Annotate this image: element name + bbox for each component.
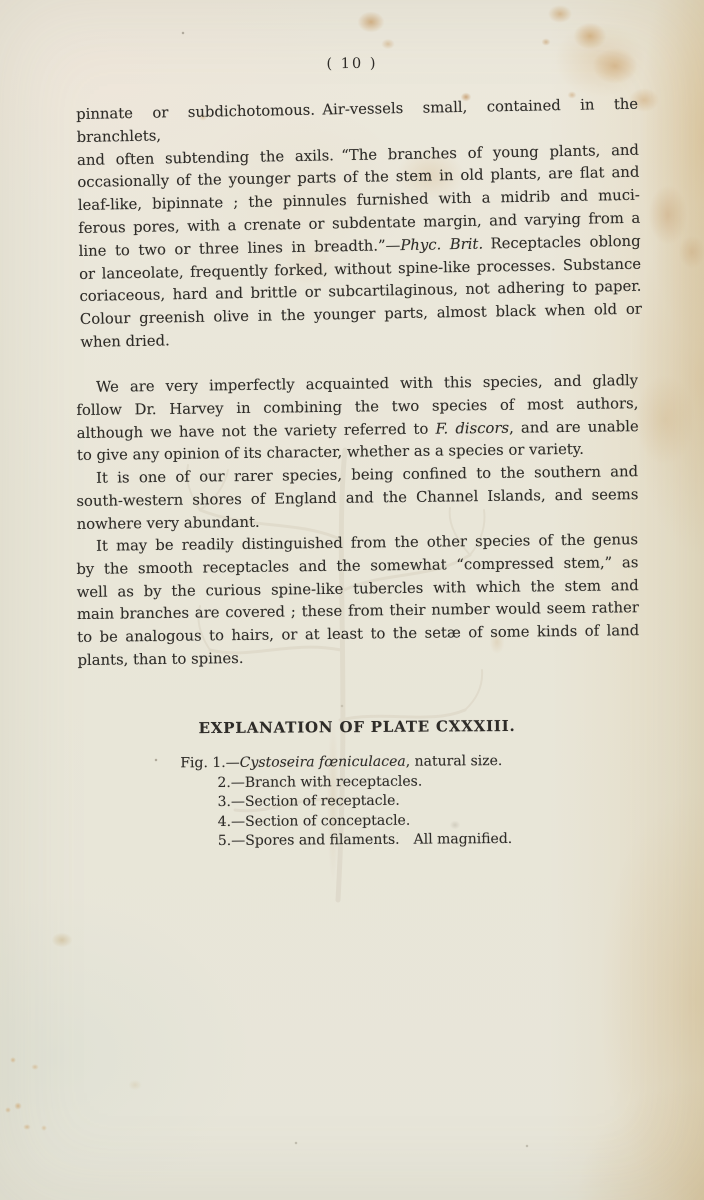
text-run: by the smooth receptacles and the somewhat “compressed stem,” as xyxy=(76,554,639,579)
text-run: , natural size. xyxy=(405,753,503,770)
text-run: 2.—Branch with receptacles. xyxy=(217,773,423,791)
page-number: ( 10 ) xyxy=(326,55,378,73)
paragraph xyxy=(76,461,639,536)
text-run: coriaceous, hard and brittle or subcartilaginous, not adhering to paper. xyxy=(79,278,642,306)
text-run: although we have not the variety referred to xyxy=(76,419,436,442)
italic-text-run: Cystoseira fœniculacea xyxy=(239,753,406,771)
text-run: nowhere very abundant. xyxy=(76,513,260,533)
italic-text-run: Phyc. Brit. xyxy=(400,235,484,254)
body-text xyxy=(76,95,643,673)
text-run: to give any opinion of its character, whether as a species or variety. xyxy=(76,440,584,465)
text-run: 4.—Section of conceptacle. xyxy=(217,812,411,830)
text-run: 5.—Spores and filaments. All magnified. xyxy=(217,831,513,850)
italic-text-run: F. discors xyxy=(435,419,510,437)
text-run: It may be readily distinguished from the other species of the genus xyxy=(96,531,639,556)
explanation-section xyxy=(76,715,639,853)
text-run: south-western shores of England and the Channel Islands, and seems xyxy=(76,485,639,510)
figure-caption xyxy=(181,829,639,852)
text-run: 3.—Section of receptacle. xyxy=(217,792,400,811)
text-run: follow Dr. Harvey in combining the two species of most authors, xyxy=(76,394,639,419)
text-run: and often subtending the axils. “The branches of young plants, and xyxy=(76,141,640,169)
text-run: pinnate or subdichotomous. Air-vessels small, contained in the branchlets, xyxy=(76,95,639,146)
text-run: Colour greenish olive in the younger parts, almost black when old or xyxy=(79,300,643,329)
text-run: ferous pores, with a crenate or subdentate margin, and varying from a xyxy=(78,209,641,237)
text-run: occasionally of the younger parts of the stem in old plants, are flat and xyxy=(77,164,640,192)
text-run: We are very imperfectly acquainted with this species, and gladly xyxy=(96,371,639,396)
figure-list xyxy=(180,751,639,852)
text-run: or lanceolate, frequently forked, without spine-like processes. Substance xyxy=(78,255,642,283)
paragraph xyxy=(76,370,639,468)
paragraph xyxy=(76,94,643,355)
text-run: to be analogous to hairs, or at least to the setæ of some kinds of land xyxy=(77,622,640,647)
text-run: leaf-like, bipinnate ; the pinnules furnished with a midrib and muci- xyxy=(77,186,640,215)
paragraph xyxy=(76,529,640,673)
text-run: , and are unable xyxy=(508,417,639,437)
text-run: plants, than to spines. xyxy=(77,650,244,670)
text-run: line to two or three lines in breadth.”— xyxy=(78,236,401,260)
text-run: well as by the curious spine-like tubercles with which the stem and xyxy=(76,577,639,601)
text-run: main branches are covered ; these from their number would seem rather xyxy=(76,599,640,624)
text-run: Fig. 1.— xyxy=(180,754,240,772)
text-run: It is one of our rarer species, being confined to the southern and xyxy=(96,463,639,487)
text-run: Receptacles oblong xyxy=(482,232,641,253)
text-run: when dried. xyxy=(80,332,170,351)
explanation-heading: EXPLANATION OF PLATE CXXXIII. xyxy=(198,716,516,738)
